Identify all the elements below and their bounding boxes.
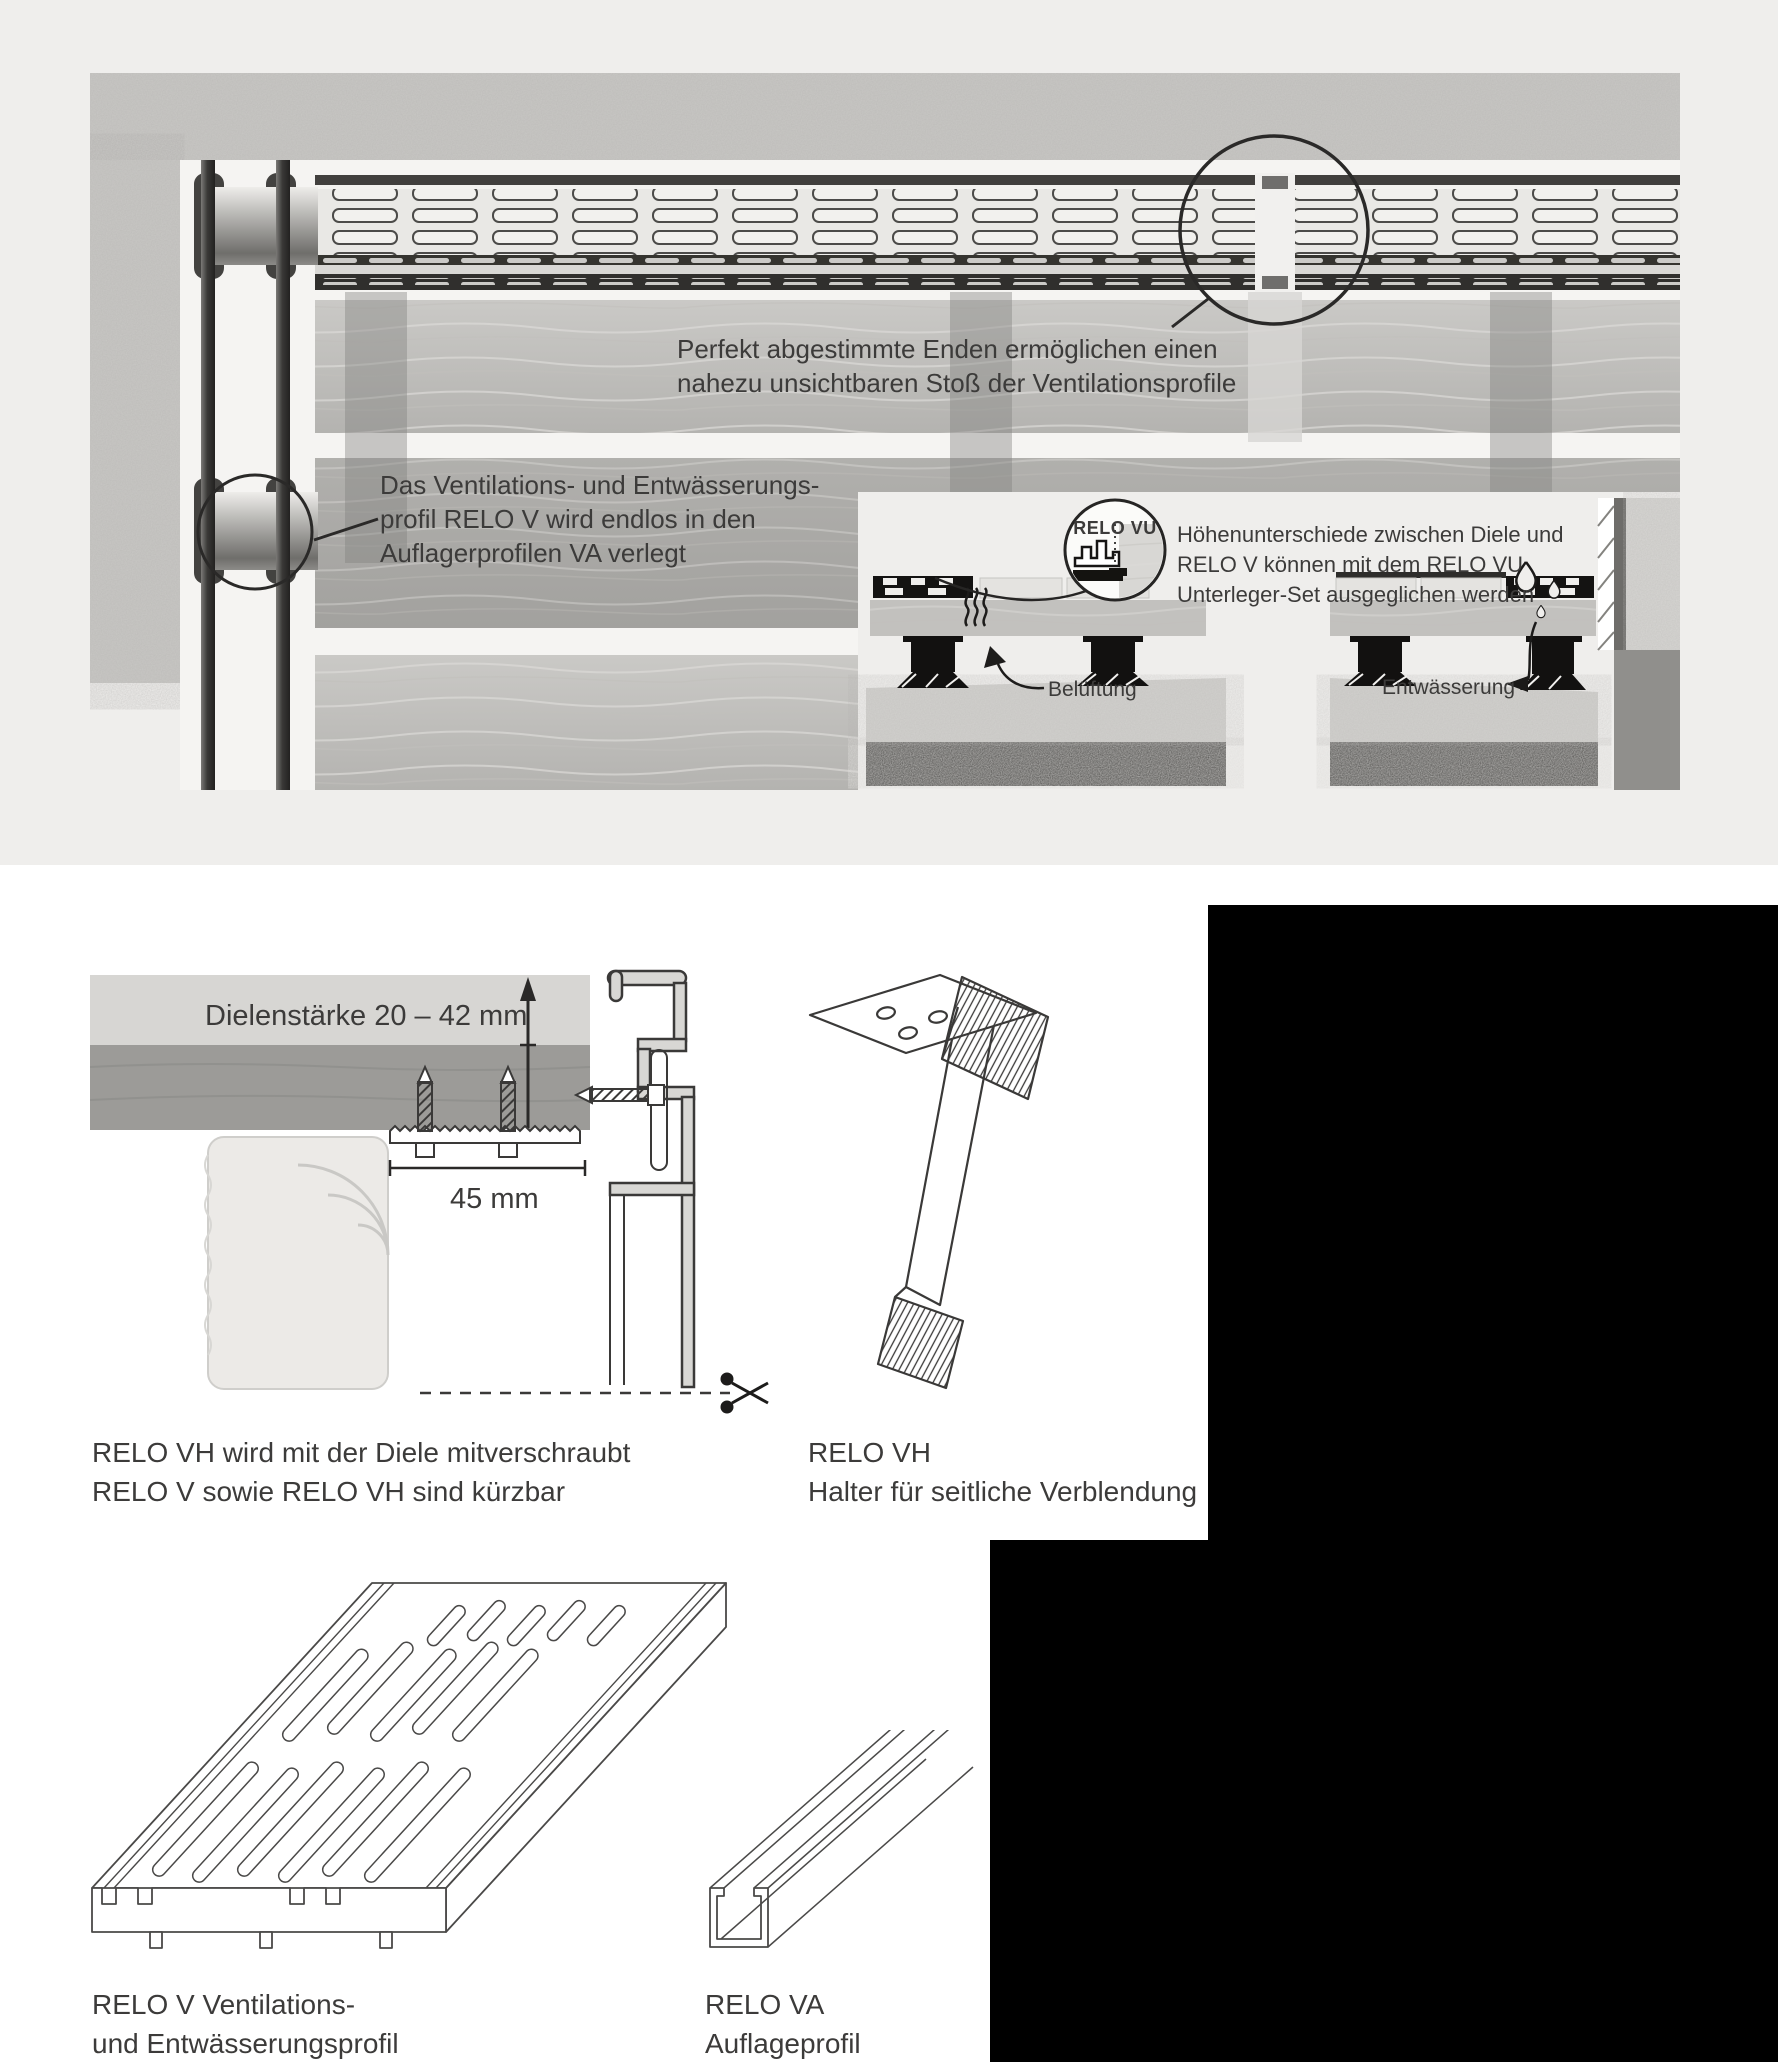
joist-end-grain xyxy=(205,1137,388,1389)
relo-va-caption xyxy=(705,1985,861,2062)
relo-v-drawing xyxy=(80,1580,730,1975)
vh-caption-left-line1: RELO VH wird mit der Diele mitverschraubt xyxy=(92,1437,631,1468)
relo-v-caption xyxy=(92,1985,399,2062)
vh-caption-right-line1: RELO VH xyxy=(808,1437,931,1468)
drainage-label: Entwässerung xyxy=(1382,676,1516,699)
relo-vu-badge: RELO VU xyxy=(1073,518,1157,538)
relo-v-caption-line2: und Entwässerungsprofil xyxy=(92,2028,399,2059)
black-panel-bottom xyxy=(990,1540,1778,2062)
profile-annotation-line2: profil RELO V wird endlos in den xyxy=(380,504,756,534)
slotted-hole xyxy=(651,1050,667,1170)
black-panel-middle xyxy=(1208,905,1778,1540)
joint-annotation-line1: Perfekt abgestimmte Enden ermöglichen einen xyxy=(677,334,1218,364)
relo-v-caption-line1: RELO V Ventilations- xyxy=(92,1989,356,2020)
inset-annotation-line3: Unterleger-Set ausgeglichen werden xyxy=(1177,582,1535,607)
width-dimension-label: 45 mm xyxy=(450,1183,539,1215)
thickness-dimension-label: Dielenstärke 20 – 42 mm xyxy=(205,1000,528,1032)
width-dimension xyxy=(390,1160,585,1176)
profile-annotation xyxy=(380,468,819,570)
profile-annotation-line3: Auflagerprofilen VA verlegt xyxy=(380,538,686,568)
bracket-pad-bottom xyxy=(878,1297,963,1388)
inset-annotation-line1: Höhenunterschiede zwischen Diele und xyxy=(1177,522,1564,547)
inset-annotation xyxy=(1177,520,1563,610)
joint-annotation xyxy=(677,332,1236,400)
joint-annotation-line2: nahezu unsichtbaren Stoß der Ventilationsprofile xyxy=(677,368,1237,398)
vh-caption-right xyxy=(808,1433,1197,1511)
ventilation-label: Belüftung xyxy=(1048,678,1137,701)
vh-caption-left-line2: RELO V sowie RELO VH sind kürzbar xyxy=(92,1476,566,1507)
relo-va-drawing xyxy=(695,1730,995,1965)
profile-annotation-line1: Das Ventilations- und Entwässerungs- xyxy=(380,470,820,500)
relo-vh-profile xyxy=(608,971,694,1387)
relo-vh-bracket-drawing xyxy=(790,955,1200,1415)
vh-caption-right-line2: Halter für seitliche Verblendung xyxy=(808,1476,1198,1507)
relo-va-caption-line2: Auflageprofil xyxy=(705,2028,861,2059)
screw-left xyxy=(416,1067,434,1157)
vh-caption-left xyxy=(92,1433,630,1511)
inset-annotation-line2: RELO V können mit dem RELO VU xyxy=(1177,552,1524,577)
side-screw xyxy=(576,1085,664,1105)
relo-va-caption-line1: RELO VA xyxy=(705,1989,825,2020)
screw-right xyxy=(499,1067,517,1157)
profile-joint xyxy=(1248,173,1302,442)
